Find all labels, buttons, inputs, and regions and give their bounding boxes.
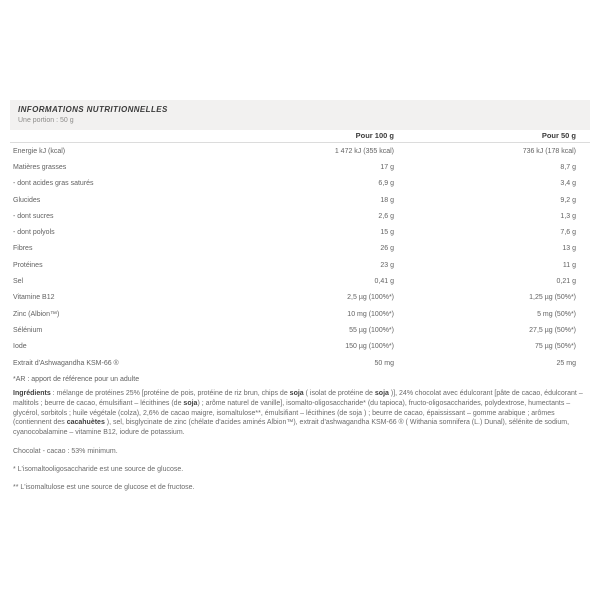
value-per-50g: 736 kJ (178 kcal) xyxy=(522,147,576,155)
value-per-100g: 1 472 kJ (355 kcal) xyxy=(334,147,394,155)
value-per-100g: 17 g xyxy=(380,163,394,171)
value-per-50g: 0,21 g xyxy=(556,278,576,286)
table-row xyxy=(10,143,590,159)
table-row xyxy=(10,273,590,289)
row-label: Fibres xyxy=(13,245,33,253)
value-per-100g: 2,5 µg (100%*) xyxy=(347,294,394,302)
table-row xyxy=(10,306,590,322)
nutrition-header-bar xyxy=(10,100,590,130)
ingredient-text: ) ; arôme naturel de vanille], isomalto-oligosaccharide* (du tapioca), fructo-oligosaccharides, polydextrose, humectants – glycérol, sorbitols ; huile végétale (colza), 2,6% de cacao maigre, isomaltulose**, émulsifiant – lécithines (de soja ) ; beurre de cacao, épaississant – gomme arabique ; arômes (contiennent des xyxy=(13,399,571,427)
table-header-row xyxy=(10,130,590,144)
portion-subtitle: Une portion : 50 g xyxy=(18,116,74,124)
value-per-100g: 23 g xyxy=(380,261,394,269)
row-label: Glucides xyxy=(13,196,41,204)
value-per-100g: 50 mg xyxy=(374,359,394,367)
row-label: Protéines xyxy=(13,261,43,269)
ingredient-text: ( isolat de protéine de xyxy=(303,390,375,398)
ingredient-emphasis: Ingrédients xyxy=(13,390,51,398)
table-row xyxy=(10,224,590,240)
table-row xyxy=(10,176,590,192)
table-row xyxy=(10,208,590,224)
table-body xyxy=(10,143,590,371)
value-per-50g: 8,7 g xyxy=(560,163,576,171)
table-row xyxy=(10,159,590,175)
value-per-50g: 25 mg xyxy=(556,359,576,367)
chocolate-cocoa-note: Chocolat - cacao : 53% minimum. xyxy=(13,447,118,455)
table-row xyxy=(10,322,590,338)
column-header-per-50g: Pour 50 g xyxy=(541,131,576,141)
table-row xyxy=(10,257,590,273)
table-row xyxy=(10,339,590,355)
row-label: Extrait d'Ashwagandha KSM-66 ® xyxy=(13,359,119,367)
value-per-100g: 55 µg (100%*) xyxy=(349,326,394,334)
ingredient-emphasis: cacahuètes xyxy=(66,419,105,427)
value-per-50g: 27,5 µg (50%*) xyxy=(529,326,576,334)
row-label: - dont sucres xyxy=(13,212,54,220)
value-per-50g: 3,4 g xyxy=(560,180,576,188)
value-per-50g: 5 mg (50%*) xyxy=(537,310,576,318)
value-per-100g: 150 µg (100%*) xyxy=(345,343,394,351)
value-per-100g: 6,9 g xyxy=(378,180,394,188)
table-row xyxy=(10,192,590,208)
ingredient-emphasis: soja xyxy=(374,390,389,398)
value-per-100g: 10 mg (100%*) xyxy=(347,310,394,318)
nutrition-panel xyxy=(10,100,590,491)
value-per-50g: 7,6 g xyxy=(560,229,576,237)
value-per-50g: 9,2 g xyxy=(560,196,576,204)
value-per-50g: 13 g xyxy=(562,245,576,253)
row-label: Zinc (Albion™) xyxy=(13,310,60,318)
ingredient-text: : mélange de protéines 25% [protéine de pois, protéine de riz brun, chips de xyxy=(50,390,290,398)
isomaltulose-note: ** L'isomaltulose est une source de glucose et de fructose. xyxy=(13,483,195,491)
column-header-per-100g: Pour 100 g xyxy=(355,131,394,141)
ingredient-emphasis: soja xyxy=(183,399,198,407)
section-title: INFORMATIONS NUTRITIONNELLES xyxy=(18,105,168,114)
value-per-100g: 26 g xyxy=(380,245,394,253)
table-row xyxy=(10,355,590,371)
table-row xyxy=(10,290,590,306)
value-per-50g: 1,3 g xyxy=(560,212,576,220)
nutrition-table xyxy=(10,130,590,388)
row-label: Vitamine B12 xyxy=(13,294,55,302)
value-per-100g: 15 g xyxy=(380,229,394,237)
ingredient-emphasis: soja xyxy=(289,390,304,398)
value-per-100g: 2,6 g xyxy=(378,212,394,220)
value-per-50g: 11 g xyxy=(562,261,576,269)
isomaltooligosaccharide-note: * L'isomaltooligosaccharide est une source de glucose. xyxy=(13,465,184,473)
ingredient-text: )], 24% chocolat avec édulcorant [pâte de cacao, édulcorant – maltitols ; beurre de cacao, émulsifiant – lécithines (de xyxy=(13,390,583,407)
row-label: Sel xyxy=(13,278,24,286)
value-per-50g: 75 µg (50%*) xyxy=(535,343,576,351)
row-label: Iode xyxy=(13,343,27,351)
value-per-100g: 0,41 g xyxy=(374,278,394,286)
row-label: Matières grasses xyxy=(13,163,67,171)
ingredients-paragraph xyxy=(13,389,587,438)
row-label: - dont polyols xyxy=(13,229,55,237)
row-label: Sélénium xyxy=(13,326,43,334)
table-row xyxy=(10,241,590,257)
row-label: Energie kJ (kcal) xyxy=(13,147,66,155)
value-per-100g: 18 g xyxy=(380,196,394,204)
value-per-50g: 1,25 µg (50%*) xyxy=(529,294,576,302)
ingredient-text: ), sel, bisglycinate de zinc (chélate d'acides aminés Albion™), extrait d'ashwagandha KSM-66 ® ( Withania somnifera (L.) Dunal), sélénite de sodium, cyanocobalamine – vitamine B12, iodure de potassium. xyxy=(13,419,570,436)
row-label: - dont acides gras saturés xyxy=(13,180,94,188)
reference-intake-note: *AR : apport de référence pour un adulte xyxy=(13,375,140,383)
